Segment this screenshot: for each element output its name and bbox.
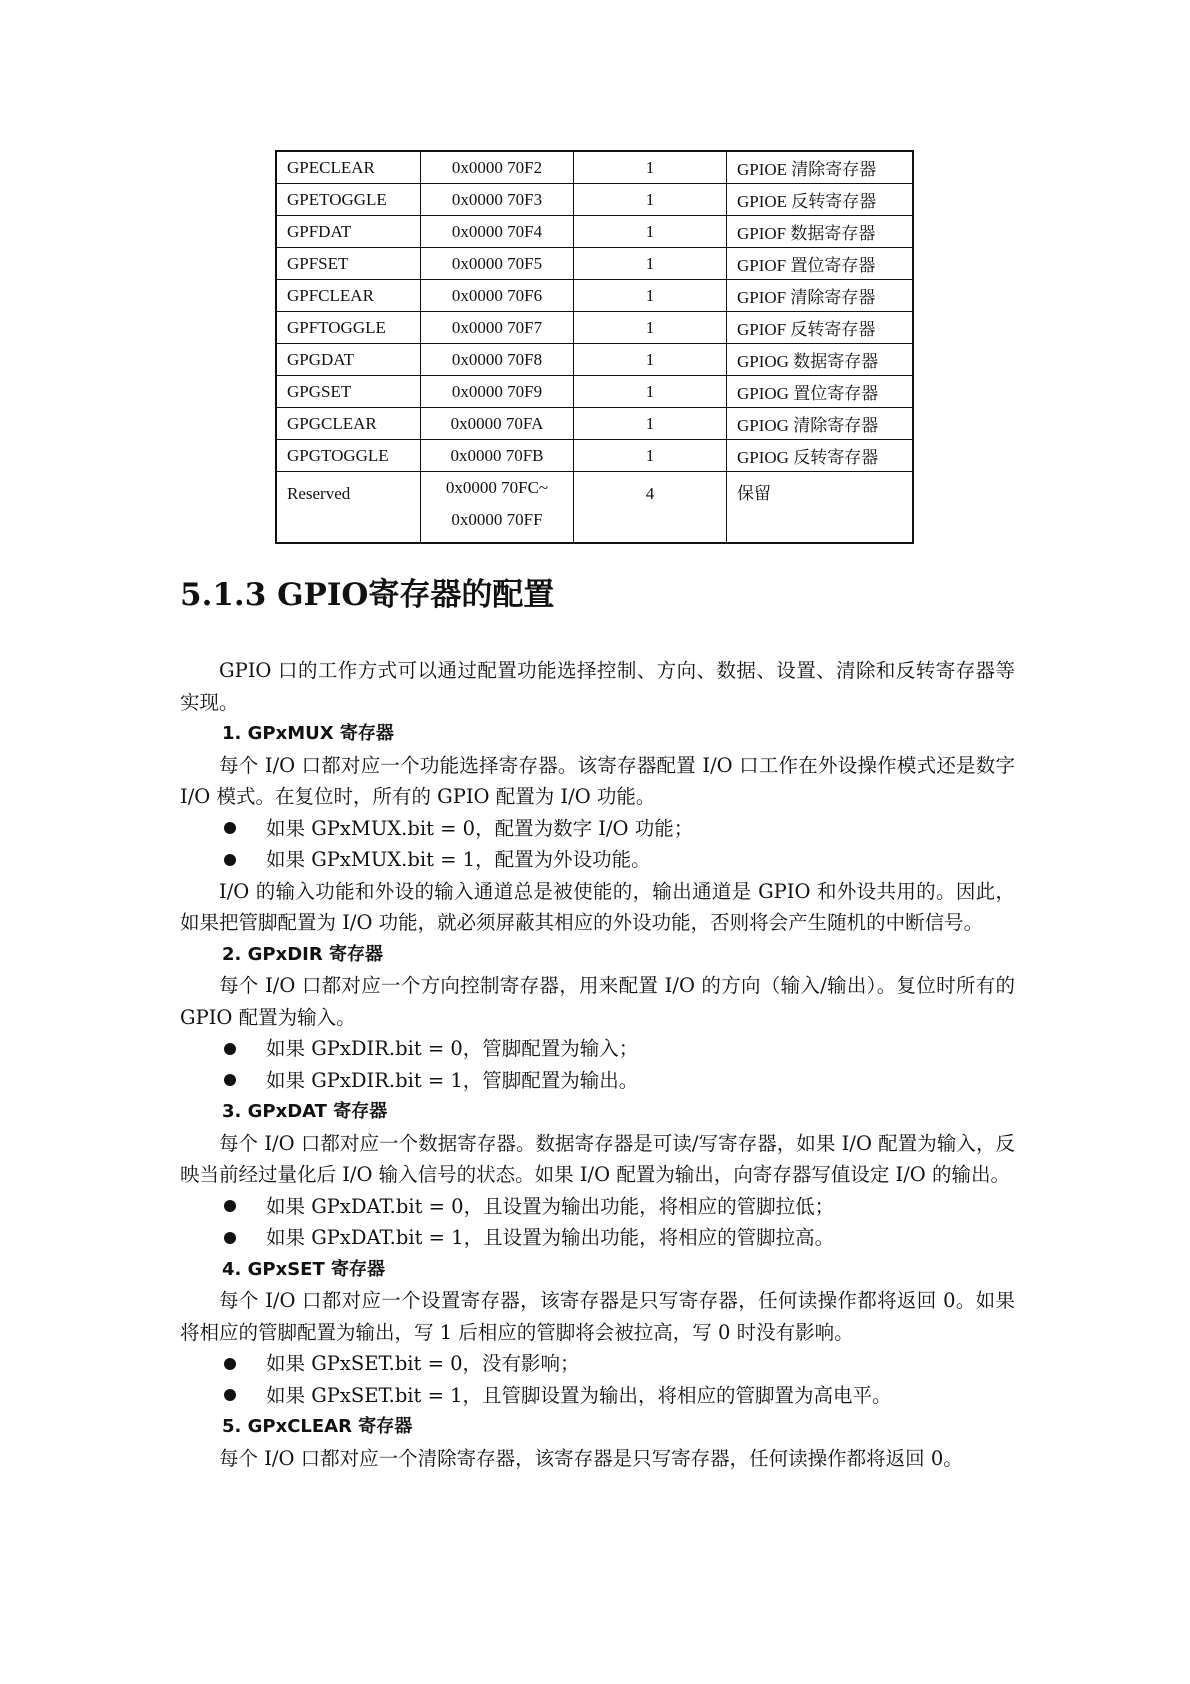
cell-description: 保留 — [727, 472, 914, 544]
bullet-icon — [224, 1043, 236, 1055]
table-row — [276, 344, 913, 376]
cell-size: 1 — [574, 440, 727, 472]
subsection-heading: 3. GPxDAT 寄存器 — [222, 1101, 388, 1122]
cell-register-name: GPGDAT — [276, 344, 421, 376]
bullet-icon — [224, 1200, 236, 1212]
bullet-list — [180, 1191, 1015, 1254]
table-row — [276, 151, 913, 184]
address-line: 0x0000 70FF — [451, 510, 543, 529]
cell-description: GPIOF 反转寄存器 — [727, 312, 914, 344]
cell-register-name: GPGCLEAR — [276, 408, 421, 440]
paragraph: 每个 I/O 口都对应一个设置寄存器，该寄存器是只写寄存器，任何读操作都将返回 0。如果将相应的管脚配置为输出，写 1 后相应的管脚将会被拉高，写 0 时没有影响。 — [180, 1289, 1015, 1344]
paragraph: I/O 的输入功能和外设的输入通道总是被使能的，输出通道是 GPIO 和外设共用的。因此，如果把管脚配置为 I/O 功能，就必须屏蔽其相应的外设功能，否则将会产生随机的中断信号。 — [180, 879, 1015, 934]
register-table-body — [276, 151, 913, 543]
cell-address: 0x0000 70FB — [421, 440, 574, 472]
list-item — [180, 1033, 1015, 1065]
paragraph: 每个 I/O 口都对应一个功能选择寄存器。该寄存器配置 I/O 口工作在外设操作模式还是数字 I/O 模式。在复位时，所有的 GPIO 配置为 I/O 功能。 — [180, 753, 1015, 808]
subsection-heading: 2. GPxDIR 寄存器 — [222, 943, 383, 965]
cell-size: 1 — [574, 151, 727, 184]
list-item-text: 如果 GPxSET.bit = 0，没有影响； — [266, 1352, 580, 1375]
paragraph: 每个 I/O 口都对应一个数据寄存器。数据寄存器是可读/写寄存器，如果 I/O 配置为输入，反映当前经过量化后 I/O 输入信号的状态。如果 I/O 配置为输出，向寄存器写值设定 I/O 的输出。 — [180, 1131, 1015, 1186]
bullet-list — [180, 1348, 1015, 1411]
cell-address: 0x0000 70F7 — [421, 312, 574, 344]
list-item — [180, 1380, 1015, 1412]
subsection-heading: 4. GPxSET 寄存器 — [222, 1258, 386, 1280]
list-item — [180, 1191, 1015, 1223]
cell-size: 1 — [574, 280, 727, 312]
table-row-reserved — [276, 472, 913, 544]
cell-size: 1 — [574, 376, 727, 408]
bullet-icon — [224, 854, 236, 866]
cell-description: GPIOF 数据寄存器 — [727, 216, 914, 248]
cell-address: 0x0000 70F6 — [421, 280, 574, 312]
table-row — [276, 312, 913, 344]
cell-register-name: GPFSET — [276, 248, 421, 280]
cell-address: 0x0000 70FA — [421, 408, 574, 440]
bullet-icon — [224, 1389, 236, 1401]
table-row — [276, 248, 913, 280]
cell-description: GPIOE 清除寄存器 — [727, 151, 914, 184]
cell-description: GPIOG 反转寄存器 — [727, 440, 914, 472]
cell-size: 1 — [574, 248, 727, 280]
cell-description: GPIOG 数据寄存器 — [727, 344, 914, 376]
cell-register-name: GPECLEAR — [276, 151, 421, 184]
address-line: 0x0000 70FC~ — [445, 478, 549, 497]
list-item-text: 如果 GPxMUX.bit = 1，配置为外设功能。 — [266, 848, 651, 871]
cell-address: 0x0000 70F8 — [421, 344, 574, 376]
subsection-heading: 5. GPxCLEAR 寄存器 — [222, 1416, 413, 1437]
paragraph: 每个 I/O 口都对应一个清除寄存器，该寄存器是只写寄存器，任何读操作都将返回 0。 — [219, 1446, 963, 1470]
table-row — [276, 216, 913, 248]
intro-paragraph: GPIO 口的工作方式可以通过配置功能选择控制、方向、数据、设置、清除和反转寄存器等实现。 — [180, 659, 1015, 714]
list-item-text: 如果 GPxDIR.bit = 0，管脚配置为输入； — [266, 1037, 639, 1060]
cell-register-name: GPETOGGLE — [276, 184, 421, 216]
cell-register-name: Reserved — [276, 472, 421, 544]
bullet-icon — [224, 1074, 236, 1086]
table-row — [276, 376, 913, 408]
cell-address: 0x0000 70F2 — [421, 151, 574, 184]
bullet-list — [180, 1033, 1015, 1096]
cell-description: GPIOF 置位寄存器 — [727, 248, 914, 280]
cell-description: GPIOF 清除寄存器 — [727, 280, 914, 312]
bullet-icon — [224, 822, 236, 834]
cell-address — [421, 472, 574, 544]
cell-register-name: GPFDAT — [276, 216, 421, 248]
register-table — [275, 150, 914, 544]
cell-size: 1 — [574, 344, 727, 376]
section-content — [180, 575, 1015, 1474]
cell-address: 0x0000 70F5 — [421, 248, 574, 280]
list-item — [180, 1065, 1015, 1097]
cell-register-name: GPFTOGGLE — [276, 312, 421, 344]
cell-description: GPIOE 反转寄存器 — [727, 184, 914, 216]
cell-size: 1 — [574, 216, 727, 248]
cell-size: 4 — [574, 472, 727, 544]
table-row — [276, 408, 913, 440]
cell-description: GPIOG 置位寄存器 — [727, 376, 914, 408]
bullet-list — [180, 813, 1015, 876]
cell-address: 0x0000 70F9 — [421, 376, 574, 408]
bullet-icon — [224, 1232, 236, 1244]
cell-size: 1 — [574, 408, 727, 440]
list-item — [180, 813, 1015, 845]
cell-register-name: GPFCLEAR — [276, 280, 421, 312]
section-title: 5.1.3 GPIO寄存器的配置 — [180, 577, 555, 613]
cell-address: 0x0000 70F4 — [421, 216, 574, 248]
table-row — [276, 280, 913, 312]
list-item-text: 如果 GPxSET.bit = 1，且管脚设置为输出，将相应的管脚置为高电平。 — [266, 1383, 892, 1407]
list-item-text: 如果 GPxDAT.bit = 0，且设置为输出功能，将相应的管脚拉低； — [266, 1194, 835, 1218]
list-item — [180, 1348, 1015, 1380]
table-row — [276, 184, 913, 216]
cell-size: 1 — [574, 312, 727, 344]
list-item-text: 如果 GPxMUX.bit = 0，配置为数字 I/O 功能； — [266, 816, 694, 840]
list-item-text: 如果 GPxDAT.bit = 1，且设置为输出功能，将相应的管脚拉高。 — [266, 1226, 835, 1249]
paragraph: 每个 I/O 口都对应一个方向控制寄存器，用来配置 I/O 的方向（输入/输出）。复位时所有的 GPIO 配置为输入。 — [180, 974, 1015, 1029]
cell-address: 0x0000 70F3 — [421, 184, 574, 216]
subsection-heading: 1. GPxMUX 寄存器 — [222, 723, 394, 744]
cell-size: 1 — [574, 184, 727, 216]
list-item — [180, 1222, 1015, 1254]
cell-register-name: GPGTOGGLE — [276, 440, 421, 472]
table-row — [276, 440, 913, 472]
bullet-icon — [224, 1358, 236, 1370]
list-item — [180, 844, 1015, 876]
list-item-text: 如果 GPxDIR.bit = 1，管脚配置为输出。 — [266, 1068, 639, 1092]
cell-register-name: GPGSET — [276, 376, 421, 408]
cell-description: GPIOG 清除寄存器 — [727, 408, 914, 440]
